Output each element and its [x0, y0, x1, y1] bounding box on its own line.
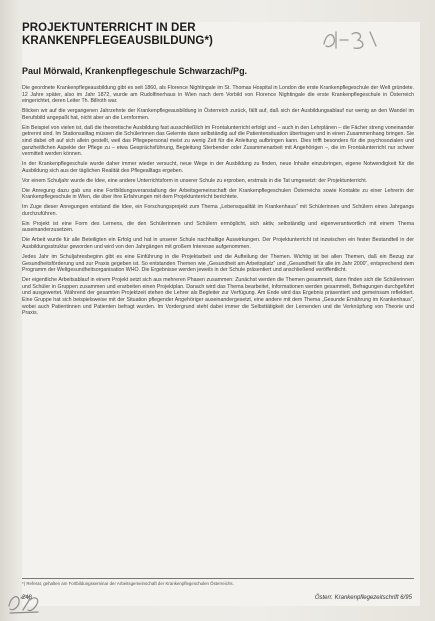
page-number: 248: [22, 595, 33, 601]
body-paragraph: Blicken wir auf die vergangenen Jahrzehnte der Krankenpflegeausbildung in Österreich zurück, fällt auf, daß sich der Ausbildungsablauf nur wenig an den Wandel im Berufsbild angepaßt hat, nicht aber an die Lernformen.: [22, 108, 414, 121]
body-paragraph: Der eigentliche Arbeitsablauf in einem Projekt setzt sich aus mehreren Phasen zusammen: Zunächst werden die Themen gesammelt, dann finden sich die Schülerinnen und Schüler in Gruppen zusammen und erarbeiten einen Projektplan. Danach wird das Thema bearbeitet, Informationen werden gesammelt, Befragungen durchgeführt und ausgewertet. Während der gesamten Projektzeit stehen die Lehrer als Begleiter zur Verfügung. Am Ende wird das Ergebnis präsentiert und gemeinsam reflektiert. Eine Gruppe hat sich beispielsweise mit der Situation pflegender Angehöriger auseinandergesetzt, eine andere mit dem Thema „Gesunde Ernährung im Krankenhaus“, wobei auch Patientinnen und Patienten befragt wurden. Im Vordergrund steht dabei immer die Selbsttätigkeit der Lernenden und die Verknüpfung von Theorie und Praxis.: [22, 277, 414, 317]
body-paragraph: Vor einem Schuljahr wurde die Idee, eine andere Unterrichtsform in unserer Schule zu erproben, erstmals in die Tat umgesetzt: der Projektunterricht.: [22, 177, 368, 184]
body-paragraph: Die Arbeit wurde für alle Beteiligten ein Erfolg und hat in unserer Schule nachhaltige Auswirkungen. Der Projektunterricht ist inzwischen ein fester Bestandteil in der Ausbildungsstruktur geworden und wird von den Jahrgängen mit großem Interesse aufgenommen.: [22, 237, 414, 250]
article-title: PROJEKTUNTERRICHT IN DER KRANKENPFLEGEAUSBILDUNG*): [22, 22, 213, 47]
footnote: *) Referat, gehalten am Fortbildungsseminar der Arbeitsgemeinschaft der Krankenpflegeschulen Österreichs.: [22, 578, 414, 587]
author-byline: Paul Mörwald, Krankenpflegeschule Schwarzach/Pg.: [22, 66, 248, 76]
body-paragraph: Im Zuge dieser Anregungen entstand die Idee, ein Forschungsprojekt zum Thema „Lebensqualität im Krankenhaus“ mit Schülerinnen und Schülern eines Jahrgangs durchzuführen.: [22, 204, 414, 217]
article-body: [22, 85, 414, 575]
body-paragraph: Ein Projekt ist eine Form des Lernens, die den Schülerinnen und Schülern ermöglicht, sich aktiv, selbständig und eigenverantwortlich mit einem Thema auseinanderzusetzen.: [22, 220, 414, 234]
document-page: [22, 22, 420, 606]
journal-reference: Österr. Krankenpflegezeitschrift 6/95: [314, 595, 412, 601]
handwritten-stamp-icon: [6, 590, 42, 616]
body-paragraph: Jedes Jahr im Schuljahresbeginn gibt es eine Einführung in die Projektarbeit und die Aufteilung der Themen. Wichtig ist bei allen Themen, daß ein Bezug zur Gesundheitsförderung und zur Praxis gegeben ist. So entstanden Themen wie „Gesundheit am Arbeitsplatz“ und „Gesundheit für alle im Jahr 2000“, entsprechend dem Programm der Weltgesundheitsorganisation WHO. Die Ergebnisse werden jeweils in der Schule präsentiert und anschließend veröffentlicht.: [22, 253, 414, 274]
body-paragraph: Die Anregung dazu gab uns eine Fortbildungsveranstaltung der Arbeitsgemeinschaft der Krankenpflegeschulen Österreichs sowie Kontakte zu einer Lehrerin der Krankenpflegeschule in Wien, die über ihre Erfahrungen mit dem Projektunterricht berichtete.: [22, 187, 414, 201]
body-paragraph: Ein Beispiel von vielen ist, daß die theoretische Ausbildung fast ausschließlich im Frontalunterricht erfolgt und – auch in den Lehrplänen – die Fächer streng voneinander getrennt sind. Im Stationsalltag müssen die Schülerinnen das Gelernte dann selbständig auf die Patientensituation übertragen und in einen Zusammenhang bringen. Sie sind dabei oft auf sich allein gestellt, weil das Pflegepersonal meist zu wenig Zeit für die Anleitung aufbringen kann. Dies trifft besonders für die psychosozialen und ganzheitlichen Aspekte der Pflege zu – etwa Gesprächsführung, Begleitung Sterbender oder Zusammenarbeit mit Angehörigen –, die im Frontalunterricht nur schwer vermittelt werden können.: [22, 124, 414, 158]
body-paragraph: In der Krankenpflegeschule wurde daher immer wieder versucht, neue Wege in der Ausbildung zu finden, neue Inhalte einzubringen, eigene Notwendigkeit für die Ausbildung sich aus der täglichen Realität des Pflegealltags ergeben.: [22, 161, 414, 174]
page-footer: [22, 594, 420, 603]
body-paragraph: Die geordnete Krankenpflegeausbildung gibt es seit 1860, als Florence Nightingale im St. Thomas Hospital in London die erste Krankenpflegeschule der Welt gründete. 12 Jahre später, also im Jahr 1872, wurde am Rudolfinerhaus in Wien nach dem Vorbild von Florence Nightingale die erste Krankenpflegeschule in Österreich eingerichtet, deren Leiter Th. Billroth war.: [22, 85, 414, 105]
handwritten-mark-icon: [320, 26, 380, 52]
